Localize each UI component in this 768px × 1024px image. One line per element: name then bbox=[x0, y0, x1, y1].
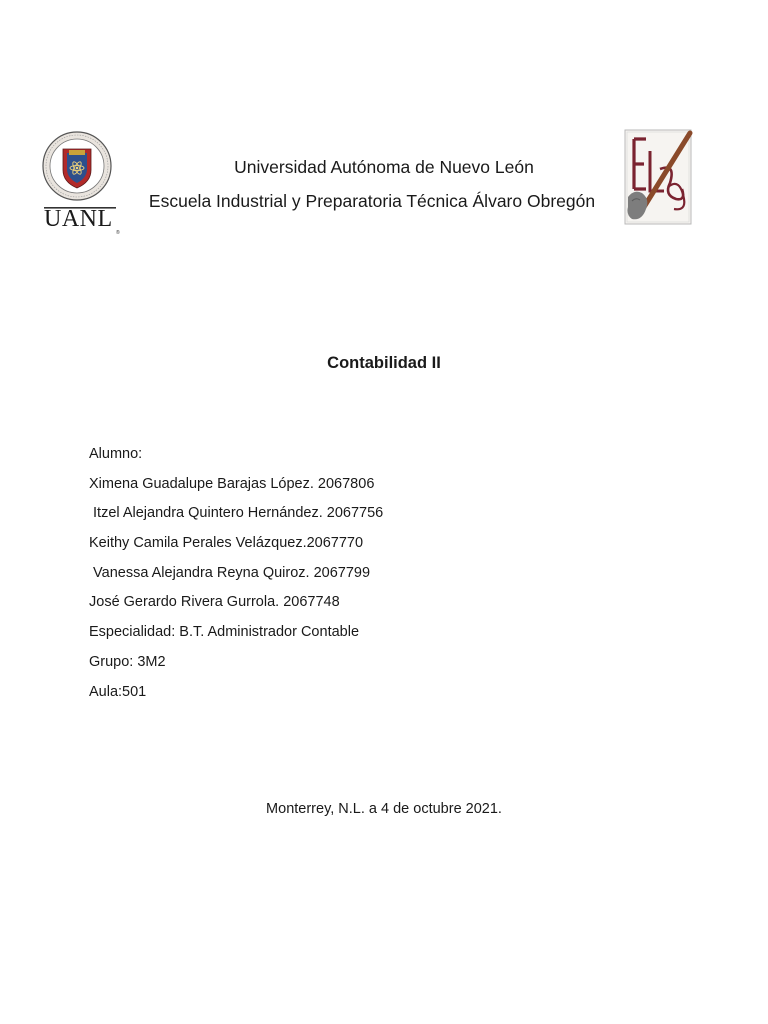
aula-line: Aula:501 bbox=[89, 683, 147, 700]
student-name: Vanessa Alejandra Reyna Quiroz. 2067799 bbox=[89, 564, 371, 581]
student-name: Keithy Camila Perales Velázquez.2067770 bbox=[89, 535, 364, 552]
especialidad-line: Especialidad: B.T. Administrador Contable bbox=[89, 624, 360, 641]
grupo-line: Grupo: 3M2 bbox=[89, 653, 166, 670]
eiao-logo bbox=[624, 129, 694, 227]
student-details bbox=[89, 445, 689, 712]
registered-mark: ® bbox=[116, 230, 120, 236]
student-name: Itzel Alejandra Quintero Hernández. 2067756 bbox=[89, 505, 384, 522]
university-name: Universidad Autónoma de Nuevo León bbox=[234, 157, 534, 177]
place-and-date: Monterrey, N.L. a 4 de octubre 2021. bbox=[266, 801, 502, 817]
uanl-logo-text: UANL bbox=[44, 206, 113, 232]
student-name: Ximena Guadalupe Barajas López. 2067806 bbox=[89, 475, 375, 492]
school-name: Escuela Industrial y Preparatoria Técnica Álvaro Obregón bbox=[148, 191, 596, 211]
alumno-label: Alumno: bbox=[89, 446, 143, 462]
document-title: Contabilidad II bbox=[327, 354, 441, 372]
student-name: José Gerardo Rivera Gurrola. 2067748 bbox=[89, 594, 340, 611]
eiao-emblem-icon bbox=[624, 129, 694, 227]
